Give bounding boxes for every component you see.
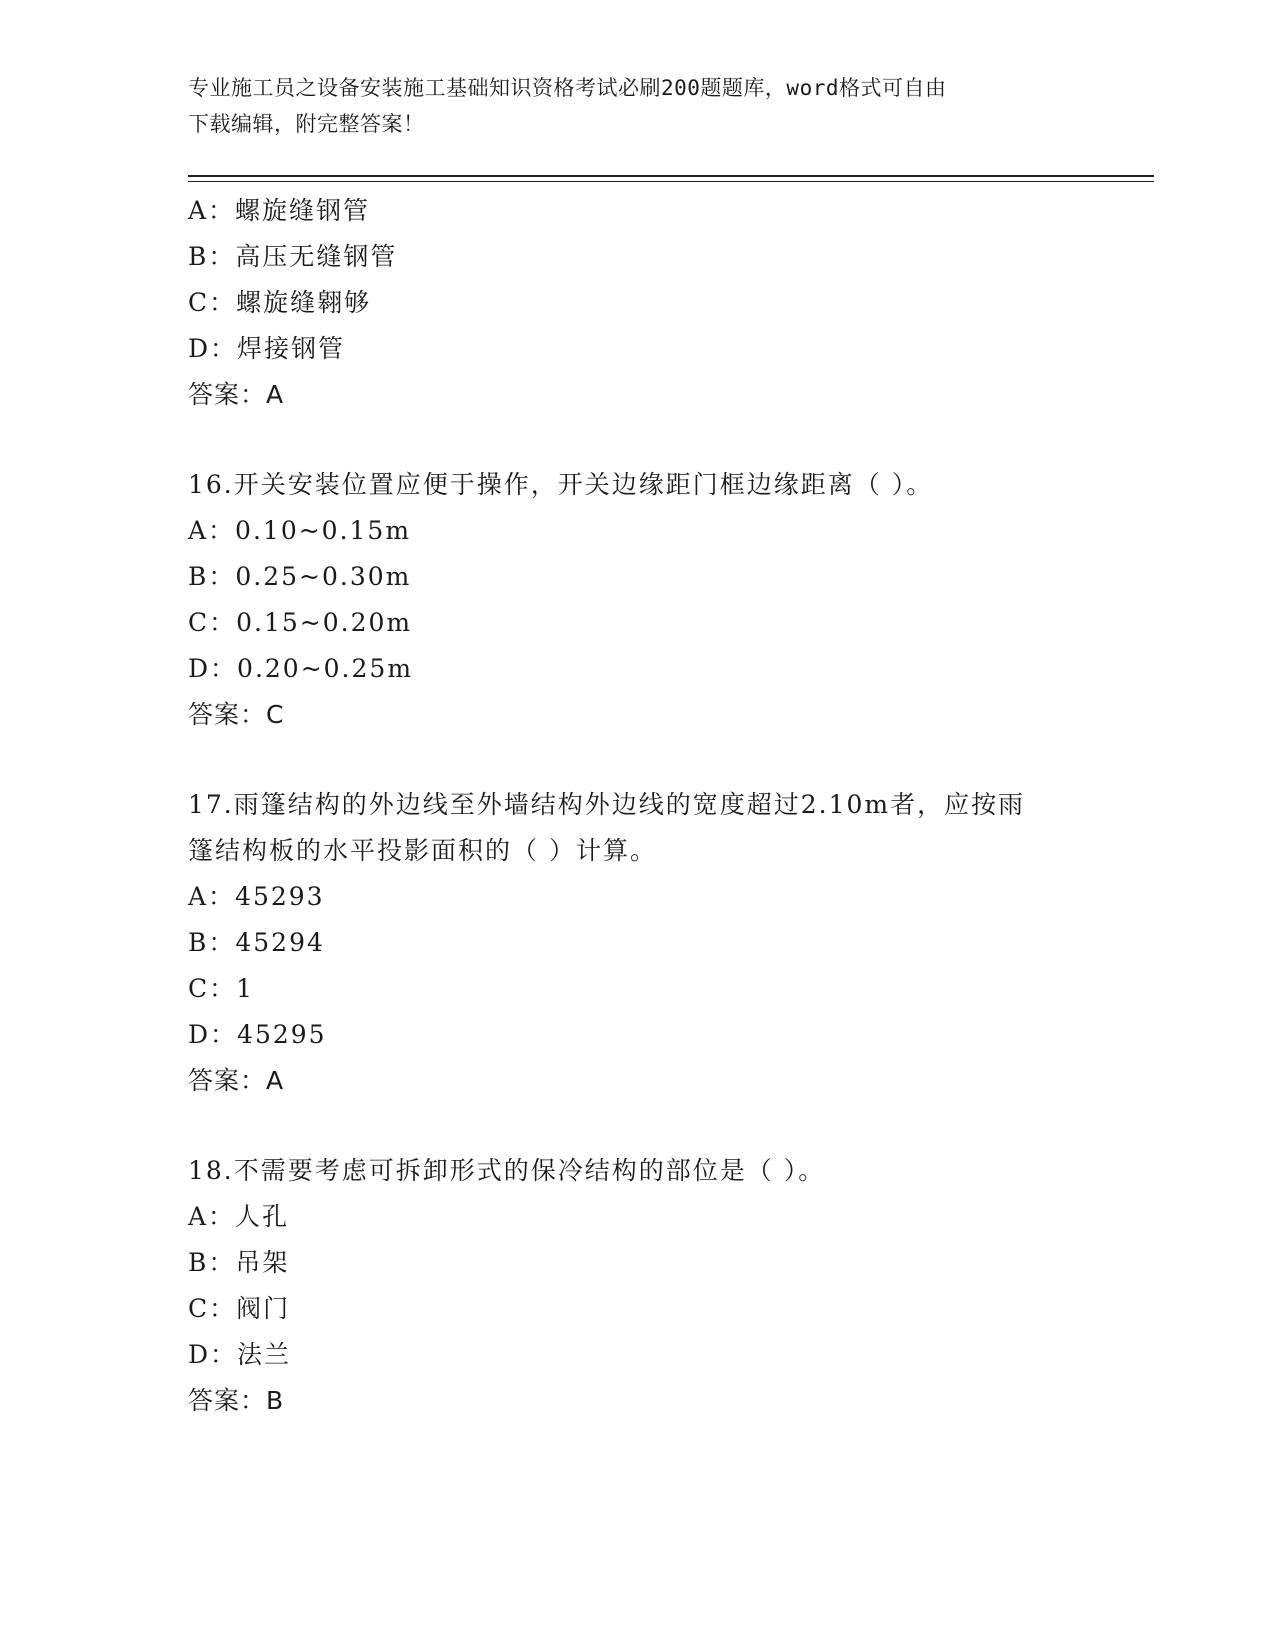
header-rule-thin	[188, 181, 1154, 182]
question-18	[188, 1148, 1088, 1424]
answer-line: 答案：C	[188, 700, 285, 729]
option-d: D：45295	[188, 1020, 327, 1049]
header-line-1: 专业施工员之设备安装施工基础知识资格考试必刷200题题库，word格式可自由	[188, 76, 947, 100]
answer-line: 答案：B	[188, 1386, 285, 1415]
option-b: B：45294	[188, 928, 325, 957]
question-list	[188, 188, 1088, 1424]
option-a: A：0.10~0.15m	[188, 516, 412, 545]
option-a: A：45293	[188, 882, 325, 911]
option-d: D：法兰	[188, 1340, 292, 1369]
question-15	[188, 188, 1088, 418]
spacer	[188, 738, 1088, 782]
spacer	[188, 418, 1088, 462]
spacer	[188, 1104, 1088, 1148]
header-line-2: 下载编辑，附完整答案！	[188, 112, 425, 136]
answer-line: 答案：A	[188, 380, 285, 409]
option-c: C：0.15~0.20m	[188, 608, 413, 637]
option-c: C：阀门	[188, 1294, 291, 1323]
question-stem-line-2: 篷结构板的水平投影面积的（ ）计算。	[188, 836, 657, 865]
question-stem-line-1: 17.雨篷结构的外边线至外墙结构外边线的宽度超过2.10m者，应按雨	[188, 790, 1026, 819]
question-stem: 18.不需要考虑可拆卸形式的保冷结构的部位是（ ）。	[188, 1156, 826, 1185]
option-d: D：焊接钢管	[188, 334, 346, 363]
option-b: B：高压无缝钢管	[188, 242, 398, 271]
document-header	[188, 70, 1068, 142]
answer-line: 答案：A	[188, 1066, 285, 1095]
option-c: C：1	[188, 974, 255, 1003]
option-c: C：螺旋缝翱够	[188, 288, 372, 317]
option-b: B：吊架	[188, 1248, 290, 1277]
question-stem: 16.开关安装位置应便于操作，开关边缘距门框边缘距离（ ）。	[188, 470, 934, 499]
option-a: A：螺旋缝钢管	[188, 196, 371, 225]
question-17	[188, 782, 1088, 1104]
option-b: B：0.25~0.30m	[188, 562, 412, 591]
option-a: A：人孔	[188, 1202, 290, 1231]
option-d: D：0.20~0.25m	[188, 654, 414, 683]
question-16	[188, 462, 1088, 738]
header-rule-thick	[188, 175, 1154, 177]
